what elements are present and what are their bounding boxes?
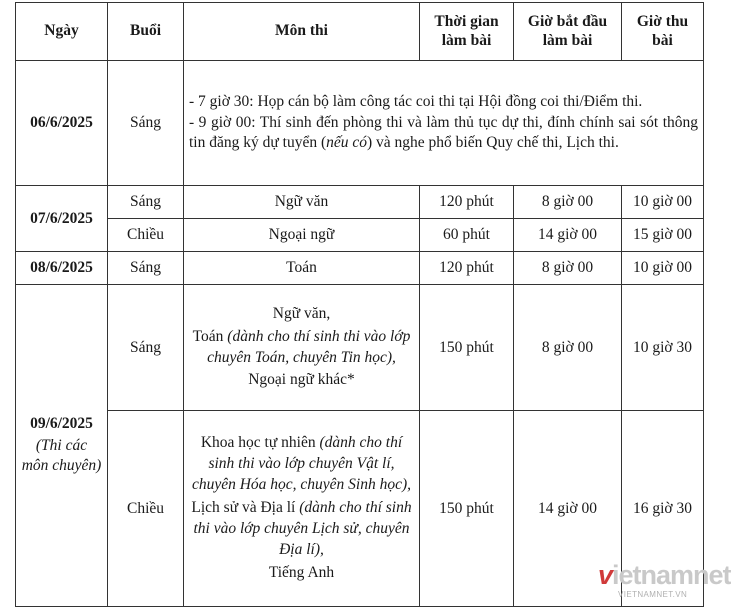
duration-cell: 120 phút (420, 186, 514, 219)
duration-cell: 60 phút (420, 219, 514, 252)
header-end-time: Giờ thu bài (622, 3, 704, 61)
preparation-notes (184, 61, 704, 186)
vietnamnet-logo: vietnamnet (598, 560, 731, 590)
subject-item: Ngoại ngữ khác* (248, 371, 355, 389)
session-cell: Sáng (108, 285, 184, 411)
date-cell: 07/6/2025 (16, 186, 108, 252)
table-row (16, 252, 704, 285)
duration-cell: 150 phút (420, 285, 514, 411)
exam-schedule-table (15, 2, 704, 607)
start-time-cell: 8 giờ 00 (514, 186, 622, 219)
table-row (16, 219, 704, 252)
subject-cell: Ngoại ngữ (184, 219, 420, 252)
start-time-cell: 8 giờ 00 (514, 285, 622, 411)
subject-item: Toán (dành cho thí sinh thi vào lớp chuyên Toán, chuyên Tin học), (192, 327, 411, 366)
subject-cell (184, 285, 420, 411)
subject-cell: Ngữ văn (184, 186, 420, 219)
note-checkin: - 9 giờ 00: Thí sinh đến phòng thi và làm thủ tục dự thi, đính chính sai sót thông tin đăng ký dự tuyển (nếu có) và nghe phổ biến Quy chế thi, Lịch thi. (189, 113, 698, 152)
duration-cell: 150 phút (420, 411, 514, 607)
note-meeting: - 7 giờ 30: Họp cán bộ làm công tác coi thi tại Hội đồng coi thi/Điểm thi. (189, 93, 643, 111)
header-start-time: Giờ bắt đầu làm bài (514, 3, 622, 61)
end-time-cell: 16 giờ 30 (622, 411, 704, 607)
header-duration: Thời gian làm bài (420, 3, 514, 61)
end-time-cell: 10 giờ 00 (622, 252, 704, 285)
date-cell: 08/6/2025 (16, 252, 108, 285)
end-time-cell: 10 giờ 00 (622, 186, 704, 219)
subject-item: Tiếng Anh (268, 563, 335, 581)
table-row (16, 186, 704, 219)
subject-item: Khoa học tự nhiên (dành cho thí sinh thi vào lớp chuyên Vật lí, chuyên Hóa học, chuyên Sinh học), (191, 434, 412, 494)
specialized-note: (Thi các môn chuyên) (21, 436, 102, 474)
table-row (16, 61, 704, 186)
start-time-cell: 14 giờ 00 (514, 219, 622, 252)
date-cell (16, 285, 108, 607)
header-date: Ngày (16, 3, 108, 61)
header-session: Buổi (108, 3, 184, 61)
subject-cell (184, 411, 420, 607)
watermark-url: VIETNAMNET.VN (618, 590, 688, 599)
start-time-cell: 8 giờ 00 (514, 252, 622, 285)
subject-cell: Toán (184, 252, 420, 285)
end-time-cell: 15 giờ 00 (622, 219, 704, 252)
start-time-cell: 14 giờ 00 (514, 411, 622, 607)
table-row (16, 285, 704, 411)
session-cell: Sáng (108, 61, 184, 186)
date-text: 09/6/2025 (30, 414, 93, 432)
session-cell: Chiều (108, 411, 184, 607)
subject-item: Lịch sử và Địa lí (dành cho thí sinh thi vào lớp chuyên Lịch sử, chuyên Địa lí), (191, 499, 412, 558)
session-cell: Chiều (108, 219, 184, 252)
vietnamnet-watermark (598, 560, 731, 606)
duration-cell: 120 phút (420, 252, 514, 285)
header-subject: Môn thi (184, 3, 420, 61)
subject-item: Ngữ văn, (272, 304, 331, 322)
header-row (16, 3, 704, 61)
end-time-cell: 10 giờ 30 (622, 285, 704, 411)
date-cell: 06/6/2025 (16, 61, 108, 186)
session-cell: Sáng (108, 186, 184, 219)
session-cell: Sáng (108, 252, 184, 285)
